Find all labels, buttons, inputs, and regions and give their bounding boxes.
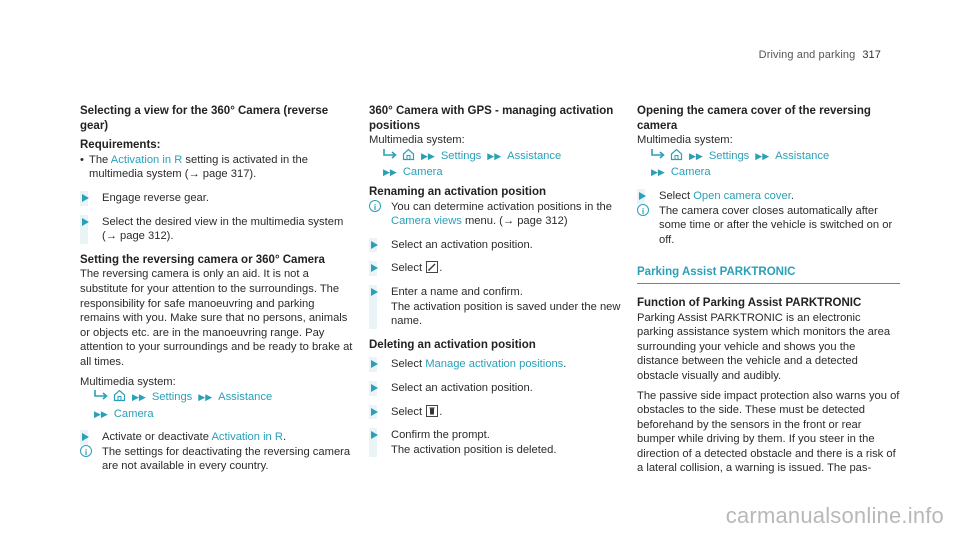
nav-assistance[interactable]: Assistance <box>775 149 830 162</box>
info-icon: i <box>369 200 381 212</box>
step-arrow-icon <box>639 192 646 200</box>
note-cover: i The camera cover closes automatically after some time or after the vehicle is switched on or off. <box>637 204 900 248</box>
nav-settings[interactable]: Settings <box>708 149 750 162</box>
page-number: 317 <box>862 49 881 61</box>
column-2 <box>369 104 633 457</box>
link-camera-views[interactable]: Camera views <box>391 215 462 228</box>
nav-arrow-icon <box>383 149 397 164</box>
step-arrow-icon <box>371 360 378 368</box>
heading-setting-camera: Setting the reversing camera or 360° Camera <box>80 253 325 266</box>
nav-path: ▶▶ Settings ▶▶ Assistance <box>369 148 633 166</box>
paragraph-parktronic-1: Parking Assist PARKTRONIC is an electronic parking assistance system which monitors the area surrounding your vehicle and shows you the distance between the vehicle and a detected obstacle visually and audibly. <box>637 311 891 382</box>
multimedia-label: Multimedia system: <box>369 134 465 147</box>
multimedia-label: Multimedia system: <box>637 134 733 147</box>
step-arrow-icon <box>371 264 378 272</box>
step-delete-1: Select Manage activation positions. <box>369 357 633 372</box>
step-arrow-icon <box>371 288 378 296</box>
watermark: carmanualsonline.info <box>725 503 944 529</box>
column-1 <box>80 104 356 474</box>
nav-path-2: ▶▶ Camera <box>651 166 711 179</box>
edit-pencil-icon[interactable] <box>426 261 438 273</box>
header-title: Driving and parking <box>758 49 856 61</box>
step-arrow-icon <box>371 384 378 392</box>
step-rename-3: Enter a name and confirm. The activation position is saved under the new name. <box>369 285 633 329</box>
heading-gps: 360° Camera with GPS - managing activation positions <box>369 105 614 132</box>
info-icon: i <box>637 204 649 216</box>
step-open-cover: Select Open camera cover. <box>637 189 900 204</box>
paragraph-parktronic-2: The passive side impact protection also warns you of obstacles to the side. These must be detected beforehand by the sensors in the front or rear bumper while driving by them. If you steer in the direction of a detected obstacle and there is a risk of a lateral collision, a warning is issued. The pas- <box>637 389 900 475</box>
nav-path: ▶▶ Settings ▶▶ Assistance <box>637 148 900 166</box>
step-delete-4: Confirm the prompt. The activation position is deleted. <box>369 428 633 457</box>
nav-assistance[interactable]: Assistance <box>218 391 273 404</box>
link-open-camera-cover[interactable]: Open camera cover <box>693 189 791 202</box>
nav-arrow-icon <box>651 149 665 164</box>
step-delete-2: Select an activation position. <box>369 381 633 396</box>
step-arrow-icon <box>371 431 378 439</box>
note-positions: i You can determine activation positions in the Camera views menu. (→ page 312) <box>369 200 633 229</box>
heading-requirements: Requirements: <box>80 139 161 152</box>
column-3 <box>637 104 900 476</box>
nav-path-2: ▶▶ Camera <box>383 166 443 179</box>
step-rename-2: Select . <box>369 261 633 276</box>
note-deactivate: i The settings for deactivating the reversing camera are not available in every country. <box>80 445 356 474</box>
nav-camera[interactable]: Camera <box>670 166 711 179</box>
heading-function-parktronic: Function of Parking Assist PARKTRONIC <box>637 296 862 309</box>
link-activation-in-r[interactable]: Activation in R <box>110 153 183 166</box>
section-title-parktronic: Parking Assist PARKTRONIC <box>637 265 900 284</box>
nav-camera[interactable]: Camera <box>113 407 154 420</box>
step-arrow-icon <box>82 194 89 202</box>
page-header <box>759 48 881 63</box>
heading-renaming: Renaming an activation position <box>369 185 546 198</box>
link-manage-activation-positions[interactable]: Manage activation positions <box>425 358 564 371</box>
step-activate: Activate or deactivate Activation in R. <box>80 430 356 445</box>
step-select-view: Select the desired view in the multimedia system (→ page 312). <box>80 215 356 244</box>
step-delete-3: Select . <box>369 405 633 420</box>
step-arrow-icon <box>82 433 89 441</box>
heading-deleting: Deleting an activation position <box>369 338 536 351</box>
info-icon: i <box>80 445 92 457</box>
nav-settings[interactable]: Settings <box>440 149 482 162</box>
nav-arrow-icon <box>94 390 108 405</box>
nav-camera[interactable]: Camera <box>402 166 443 179</box>
requirement-item: • The Activation in R setting is activated in the multimedia system (→ page 317). <box>80 153 356 182</box>
heading-select-view: Selecting a view for the 360° Camera (reverse gear) <box>80 105 329 132</box>
nav-settings[interactable]: Settings <box>151 391 193 404</box>
home-icon[interactable] <box>113 389 126 407</box>
warning-text: The reversing camera is only an aid. It is not a substitute for your attention to the surroundings. The responsibility for safe manoeuvring and parking remains with you. Make sure that no persons, animals or objects etc. are in the manoeuvring range. Pay attention to your surroundings and be ready to brake at all times. <box>80 268 353 368</box>
step-arrow-icon <box>82 218 89 226</box>
nav-assistance[interactable]: Assistance <box>507 149 562 162</box>
step-rename-1: Select an activation position. <box>369 238 633 253</box>
home-icon[interactable] <box>670 148 683 166</box>
step-arrow-icon <box>371 241 378 249</box>
home-icon[interactable] <box>402 148 415 166</box>
nav-path-2: ▶▶ Camera <box>94 407 154 420</box>
step-arrow-icon <box>371 408 378 416</box>
multimedia-label: Multimedia system: <box>80 375 176 388</box>
trash-icon[interactable] <box>426 405 438 417</box>
link-activation-in-r-2[interactable]: Activation in R <box>211 431 283 444</box>
nav-path: ▶▶ Settings ▶▶ Assistance <box>80 389 356 407</box>
heading-open-cover: Opening the camera cover of the reversing camera <box>637 105 871 132</box>
step-engage-reverse: Engage reverse gear. <box>80 191 356 206</box>
